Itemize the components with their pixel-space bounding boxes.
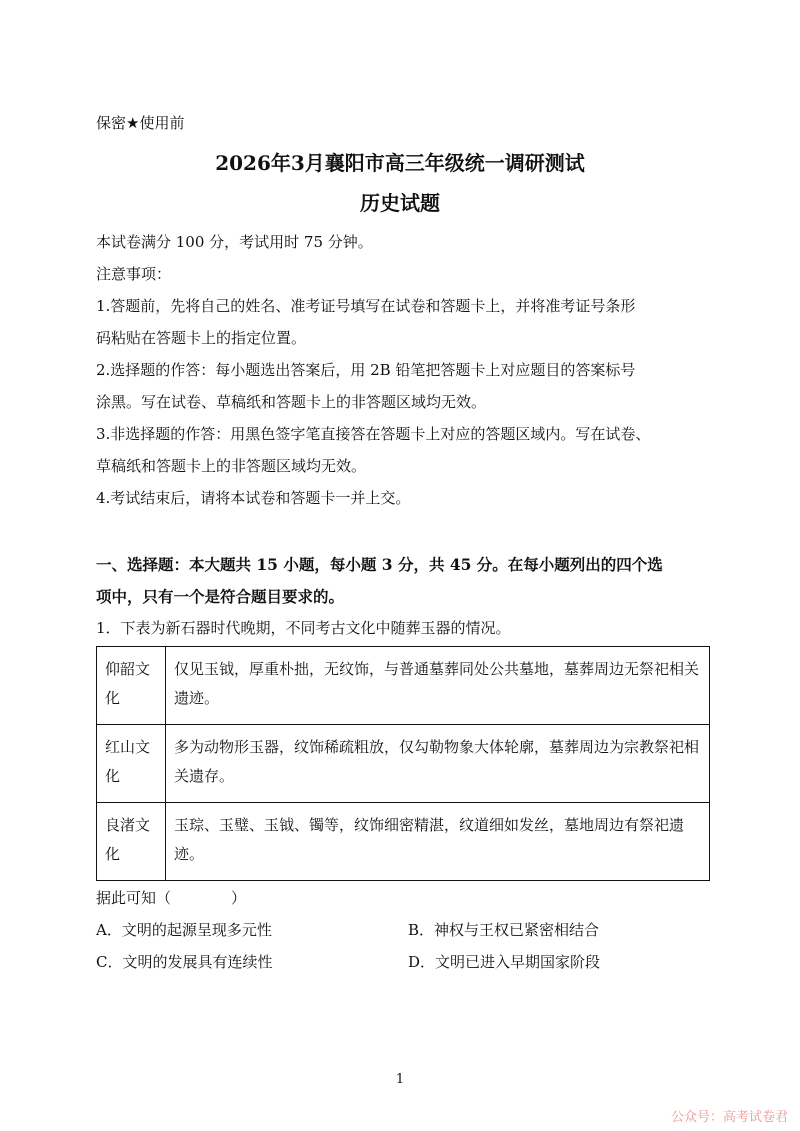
table-row bbox=[97, 803, 710, 881]
question-1-prompt: 据此可知（ ） bbox=[96, 889, 247, 907]
page-number: 1 bbox=[395, 1072, 405, 1087]
notice-title: 注意事项： bbox=[96, 265, 172, 283]
culture-cell: 红山文化 bbox=[97, 725, 166, 803]
option-a[interactable]: A．文明的起源呈现多元性 bbox=[96, 921, 272, 939]
notice-line: 2.选择题的作答：每小题选出答案后，用 2B 铅笔把答题卡上对应题目的答案标号 bbox=[96, 361, 636, 379]
table-row bbox=[97, 725, 710, 803]
description-cell: 多为动物形玉器，纹饰稀疏粗放，仅勾勒物象大体轮廓，墓葬周边为宗教祭祀相关遗存。 bbox=[166, 725, 710, 803]
section-heading: 一、选择题：本大题共 15 小题，每小题 3 分，共 45 分。在每小题列出的四个选 bbox=[96, 555, 663, 574]
culture-cell: 仰韶文化 bbox=[97, 647, 166, 725]
option-c[interactable]: C．文明的发展具有连续性 bbox=[96, 953, 273, 971]
question-1-stem: 1．下表为新石器时代晚期，不同考古文化中随葬玉器的情况。 bbox=[96, 619, 511, 637]
exam-title: 2026年3月襄阳市高三年级统一调研测试 bbox=[215, 151, 585, 175]
culture-cell: 良渚文化 bbox=[97, 803, 166, 881]
description-cell: 玉琮、玉璧、玉钺、镯等，纹饰细密精湛，纹道细如发丝，墓地周边有祭祀遗迹。 bbox=[166, 803, 710, 881]
section-heading: 项中，只有一个是符合题目要求的。 bbox=[96, 587, 345, 606]
notice-line: 4.考试结束后，请将本试卷和答题卡一并上交。 bbox=[96, 489, 411, 507]
question-1-table bbox=[96, 646, 710, 881]
option-d[interactable]: D．文明已进入早期国家阶段 bbox=[408, 953, 601, 971]
watermark: 公众号：高考试卷君 bbox=[670, 1110, 788, 1125]
notice-line: 草稿纸和答题卡上的非答题区域均无效。 bbox=[96, 457, 367, 475]
confidential-label: 保密★使用前 bbox=[96, 114, 185, 132]
description-cell: 仅见玉钺，厚重朴拙，无纹饰，与普通墓葬同处公共墓地，墓葬周边无祭祀相关遗迹。 bbox=[166, 647, 710, 725]
notice-line: 1.答题前，先将自己的姓名、准考证号填写在试卷和答题卡上，并将准考证号条形 bbox=[96, 297, 636, 315]
notice-line: 3.非选择题的作答：用黑色签字笔直接答在答题卡上对应的答题区域内。写在试卷、 bbox=[96, 425, 651, 443]
table-row bbox=[97, 647, 710, 725]
notice-line: 涂黑。写在试卷、草稿纸和答题卡上的非答题区域均无效。 bbox=[96, 393, 487, 411]
notice-line: 码粘贴在答题卡上的指定位置。 bbox=[96, 329, 307, 347]
option-b[interactable]: B．神权与王权已紧密相结合 bbox=[408, 921, 600, 939]
exam-subtitle: 历史试题 bbox=[360, 191, 440, 215]
score-time-line: 本试卷满分 100 分，考试用时 75 分钟。 bbox=[96, 233, 373, 251]
